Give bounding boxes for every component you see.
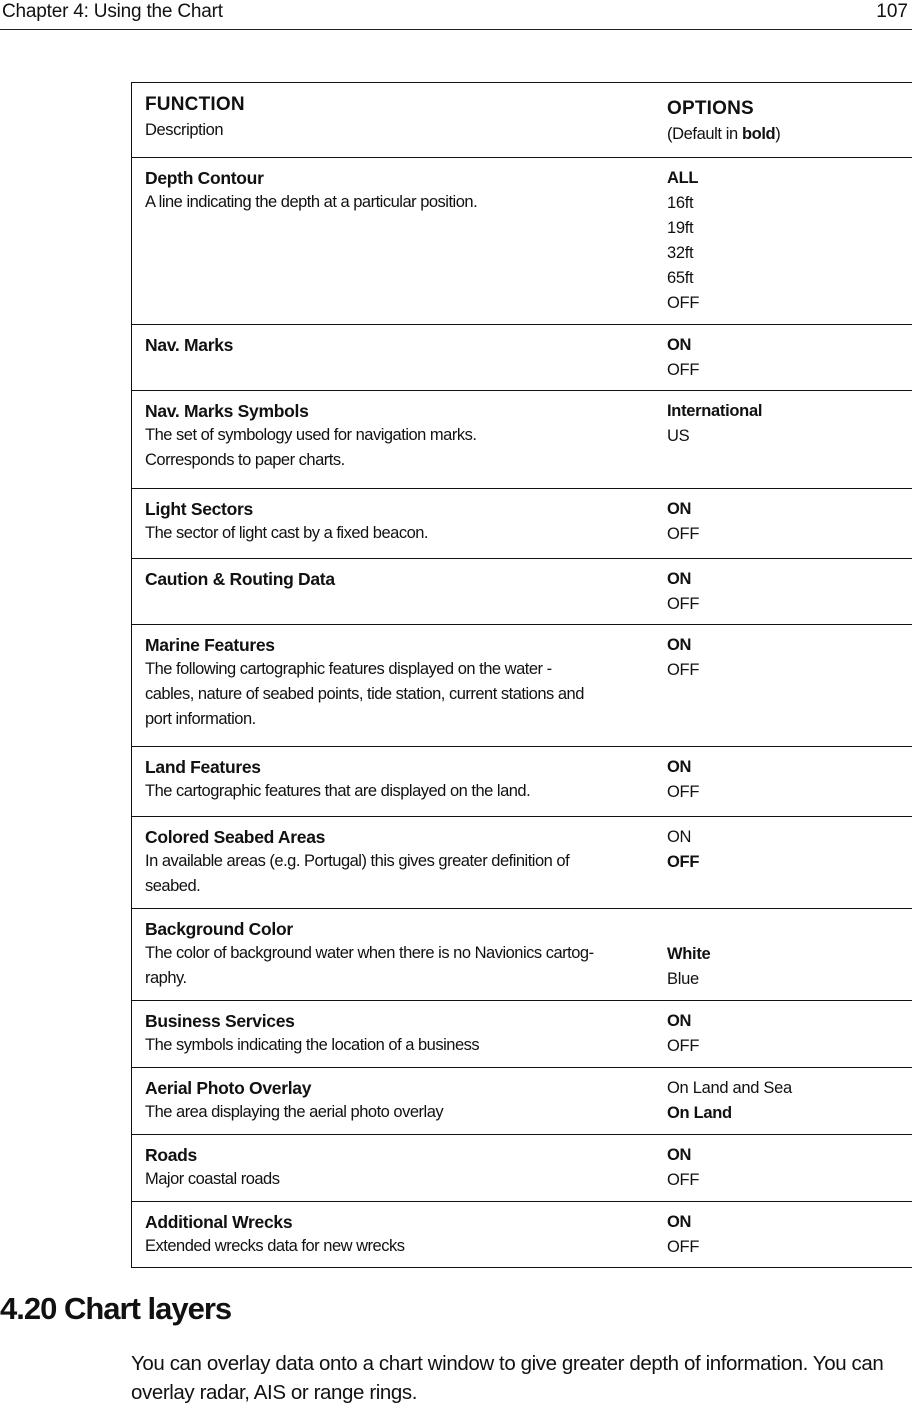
function-name: Light Sectors xyxy=(145,499,253,519)
options-cell xyxy=(653,1135,912,1201)
options-header-title: OPTIONS xyxy=(667,98,754,119)
option-default: ON xyxy=(667,1012,692,1030)
function-cell xyxy=(132,158,653,324)
option-default: ON xyxy=(667,1213,692,1231)
chapter-title: Chapter 4: Using the Chart xyxy=(2,1,223,22)
function-cell xyxy=(132,625,653,746)
table-row xyxy=(132,559,912,625)
function-description: A line indicating the depth at a particular position. xyxy=(145,193,478,211)
option-value: OFF xyxy=(667,525,700,543)
function-description: In available areas (e.g. Portugal) this gives greater definition of seabed. xyxy=(145,852,570,895)
function-name: Depth Contour xyxy=(145,168,264,188)
option-default: ON xyxy=(667,570,692,588)
function-cell xyxy=(132,1068,653,1134)
running-header xyxy=(0,0,912,30)
table-row xyxy=(132,747,912,817)
option-default: ON xyxy=(667,758,692,776)
option-value: 19ft xyxy=(667,219,694,237)
options-cell xyxy=(653,489,912,558)
table-row xyxy=(132,909,912,1001)
options-cell xyxy=(653,391,912,488)
table-row xyxy=(132,625,912,747)
option-value xyxy=(667,917,912,942)
table-row xyxy=(132,391,912,489)
options-header-sub-prefix: (Default in xyxy=(667,125,742,143)
function-name: Land Features xyxy=(145,757,261,777)
options-cell xyxy=(653,1068,912,1134)
options-header-sub xyxy=(667,122,912,146)
table-row xyxy=(132,158,912,325)
option-value: ON xyxy=(667,828,692,846)
option-default: OFF xyxy=(667,853,700,871)
section-heading: 4.20 Chart layers xyxy=(0,1291,232,1326)
function-description: The area displaying the aerial photo overlay xyxy=(145,1103,444,1121)
function-description: The set of symbology used for navigation marks. Corresponds to paper charts. xyxy=(145,426,477,469)
table-row xyxy=(132,1202,912,1267)
option-value: US xyxy=(667,427,690,445)
options-header-sub-bold: bold xyxy=(742,125,776,143)
function-cell xyxy=(132,909,653,1000)
function-cell xyxy=(132,559,653,624)
table-row xyxy=(132,325,912,391)
function-header-cell xyxy=(132,83,653,157)
options-cell xyxy=(653,325,912,390)
function-cell xyxy=(132,747,653,816)
options-header-sub-suffix: ) xyxy=(775,125,781,143)
options-cell xyxy=(653,817,912,908)
option-default: ON xyxy=(667,636,692,654)
function-description: The following cartographic features displayed on the water - cables, nature of seabed points, tide station, current stations and port information. xyxy=(145,660,584,728)
function-header-sub: Description xyxy=(145,121,224,139)
option-value: OFF xyxy=(667,595,700,613)
option-default: On Land xyxy=(667,1104,732,1122)
option-value: On Land and Sea xyxy=(667,1079,792,1097)
function-name: Caution & Routing Data xyxy=(145,569,335,589)
options-cell xyxy=(653,559,912,624)
function-cell xyxy=(132,391,653,488)
table-row xyxy=(132,489,912,559)
option-default: ON xyxy=(667,500,692,518)
function-cell xyxy=(132,489,653,558)
function-name: Additional Wrecks xyxy=(145,1212,293,1232)
function-name: Business Services xyxy=(145,1011,295,1031)
function-name: Nav. Marks xyxy=(145,335,234,355)
function-cell xyxy=(132,1135,653,1201)
function-name: Roads xyxy=(145,1145,197,1165)
function-name: Marine Features xyxy=(145,635,275,655)
option-value: OFF xyxy=(667,1238,700,1256)
option-value: 65ft xyxy=(667,269,694,287)
function-cell xyxy=(132,325,653,390)
option-value: OFF xyxy=(667,661,700,679)
function-description: Extended wrecks data for new wrecks xyxy=(145,1237,405,1255)
table-row xyxy=(132,817,912,909)
option-default: International xyxy=(667,402,763,420)
options-header-cell xyxy=(653,83,912,157)
function-name: Aerial Photo Overlay xyxy=(145,1078,312,1098)
section-body: You can overlay data onto a chart window to give greater depth of information. You can overlay radar, AIS or range rings. xyxy=(131,1352,884,1404)
function-cell xyxy=(132,1001,653,1067)
function-cell xyxy=(132,1202,653,1267)
function-name: Colored Seabed Areas xyxy=(145,827,326,847)
function-name: Background Color xyxy=(145,919,293,939)
function-description: The sector of light cast by a fixed beacon. xyxy=(145,524,429,542)
option-value: Blue xyxy=(667,970,699,988)
table-row xyxy=(132,1001,912,1068)
option-value: 32ft xyxy=(667,244,694,262)
options-cell xyxy=(653,747,912,816)
page-number: 107 xyxy=(876,1,908,22)
function-description: The symbols indicating the location of a business xyxy=(145,1036,480,1054)
option-value: OFF xyxy=(667,361,700,379)
function-description: The cartographic features that are displayed on the land. xyxy=(145,782,531,800)
option-default: ON xyxy=(667,1146,692,1164)
options-cell xyxy=(653,625,912,746)
table-row xyxy=(132,1135,912,1202)
table-header-row xyxy=(132,83,912,158)
option-value: OFF xyxy=(667,1171,700,1189)
option-value: OFF xyxy=(667,1037,700,1055)
function-name: Nav. Marks Symbols xyxy=(145,401,309,421)
option-default: White xyxy=(667,945,711,963)
option-value: OFF xyxy=(667,294,700,312)
function-cell xyxy=(132,817,653,908)
options-cell xyxy=(653,909,912,1000)
function-description: The color of background water when there is no Navionics cartog- raphy. xyxy=(145,944,594,987)
option-value: OFF xyxy=(667,783,700,801)
options-cell xyxy=(653,1202,912,1267)
option-default: ON xyxy=(667,336,692,354)
function-header-title: FUNCTION xyxy=(145,94,245,115)
table-row xyxy=(132,1068,912,1135)
options-cell xyxy=(653,158,912,324)
chart-options-table xyxy=(131,82,912,1268)
option-value: 16ft xyxy=(667,194,694,212)
options-cell xyxy=(653,1001,912,1067)
function-description: Major coastal roads xyxy=(145,1170,280,1188)
option-default: ALL xyxy=(667,169,699,187)
